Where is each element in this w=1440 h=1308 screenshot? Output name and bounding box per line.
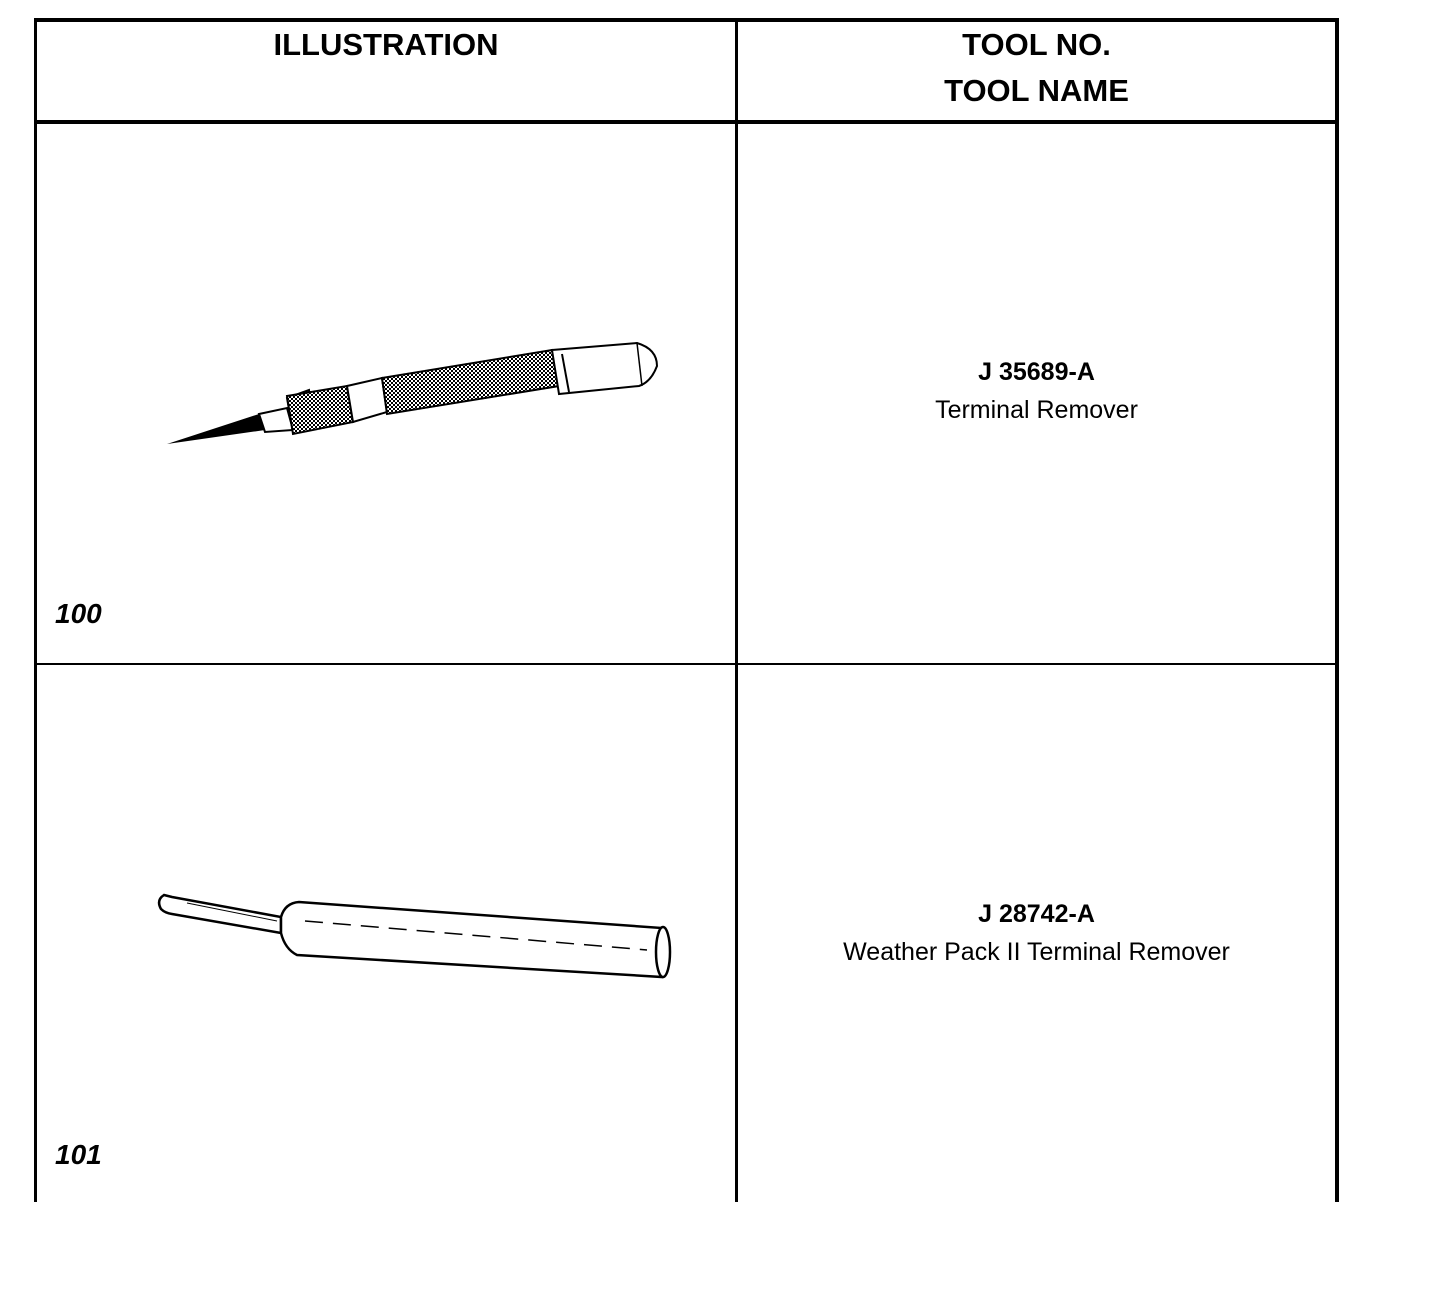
header-illustration-label: ILLUSTRATION: [273, 27, 499, 62]
table-row-1-illustration: [37, 124, 735, 663]
tool-number: J 28742-A: [978, 900, 1095, 928]
figure-number: 100: [55, 598, 102, 629]
table-column-divider: [735, 18, 738, 1202]
header-illustration: [37, 22, 735, 68]
tool-name: Terminal Remover: [935, 396, 1138, 424]
tool-table: [34, 18, 1339, 1202]
terminal-remover-pick-tool-icon: [37, 124, 735, 663]
table-row-2-tool: [738, 895, 1335, 971]
header-tool-name-label: TOOL NAME: [944, 73, 1129, 108]
weather-pack-terminal-remover-tool-icon: [37, 665, 735, 1202]
header-tool: [738, 22, 1335, 114]
tool-name: Weather Pack II Terminal Remover: [843, 938, 1230, 966]
header-tool-no-label: TOOL NO.: [962, 27, 1111, 62]
figure-number: 101: [55, 1139, 102, 1170]
tool-number: J 35689-A: [978, 358, 1095, 386]
table-row-1-tool: [738, 353, 1335, 429]
table-border-right: [1335, 18, 1339, 1202]
table-row-2-illustration: [37, 665, 735, 1202]
